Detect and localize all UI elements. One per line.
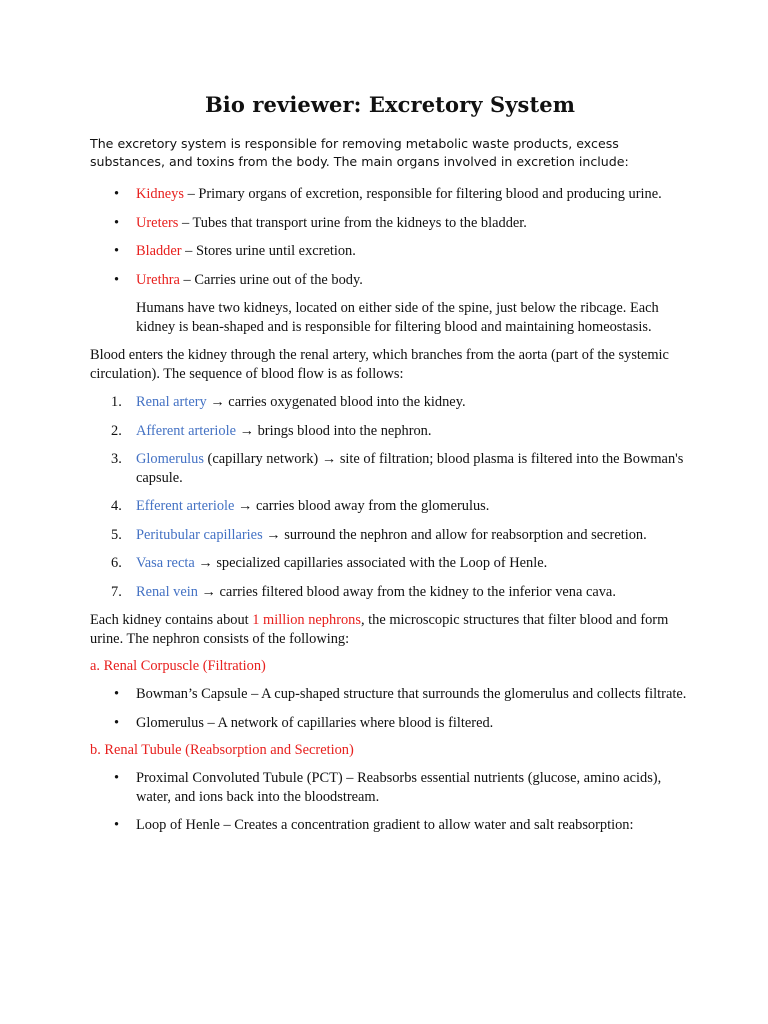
organ-name: Urethra xyxy=(136,271,180,288)
vessel-name: Vasa recta xyxy=(136,555,195,571)
list-item: • Glomerulus – A network of capillaries where blood is filtered. xyxy=(90,714,690,733)
list-item xyxy=(90,497,690,516)
list-item xyxy=(90,583,690,602)
document-page xyxy=(90,92,690,845)
page-title: Bio reviewer: Excretory System xyxy=(204,92,576,117)
list-item xyxy=(90,526,690,545)
list-item xyxy=(90,185,690,204)
section-b-list xyxy=(90,769,690,835)
organ-desc: – Stores urine until excretion. xyxy=(181,243,356,259)
section-a-list xyxy=(90,685,690,732)
vessel-desc: → specialized capillaries associated with the Loop of Henle. xyxy=(194,555,548,571)
item-number: 1. xyxy=(111,394,122,410)
list-item xyxy=(90,214,690,233)
vessel-name: Glomerulus xyxy=(136,451,204,467)
organ-desc: – Primary organs of excretion, responsible for filtering blood and producing urine. xyxy=(183,186,662,202)
vessel-desc: → carries filtered blood away from the kidney to the inferior vena cava. xyxy=(197,583,616,600)
organ-desc: – Tubes that transport urine from the kidneys to the bladder. xyxy=(178,214,527,231)
organ-name: Bladder xyxy=(136,243,182,259)
vessel-name: Renal vein xyxy=(136,583,198,600)
list-item xyxy=(90,422,690,441)
nephron-post: , the microscopic structures that filter blood and form urine. The nephron consists of the following: xyxy=(90,612,669,647)
nephron-paragraph xyxy=(90,611,690,648)
section-b-heading: b. Renal Tubule (Reabsorption and Secretion) xyxy=(90,742,354,758)
list-item xyxy=(90,271,690,290)
item-number: 3. xyxy=(111,451,122,467)
vessel-desc: → brings blood into the nephron. xyxy=(236,422,432,439)
item-number: 4. xyxy=(111,498,122,514)
intro-paragraph xyxy=(90,135,690,171)
vessel-desc: → carries blood away from the glomerulus. xyxy=(234,498,490,514)
list-item xyxy=(90,554,690,573)
intro-post: is responsible for removing metabolic waste products, excess substances, and toxins from the body. The main organs involved in excretion include: xyxy=(90,136,629,169)
list-item xyxy=(90,450,690,487)
item-number: 6. xyxy=(111,555,122,571)
intro-term: excretory system xyxy=(117,136,227,151)
organs-list xyxy=(90,185,690,289)
nephron-highlight: 1 million nephrons xyxy=(252,612,361,628)
intro-pre: The xyxy=(90,136,118,151)
vessel-desc: → carries oxygenated blood into the kidney. xyxy=(206,394,466,410)
vessel-name: Efferent arteriole xyxy=(136,498,235,514)
nephron-pre: Each kidney contains about xyxy=(90,612,253,628)
vessel-name: Peritubular capillaries xyxy=(136,526,263,543)
list-item: • Proximal Convoluted Tubule (PCT) – Reabsorbs essential nutrients (glucose, amino acids), water, and ions back into the bloodstream. xyxy=(90,769,690,806)
list-item: • Bowman’s Capsule – A cup-shaped structure that surrounds the glomerulus and collects filtrate. xyxy=(90,685,690,704)
list-item xyxy=(90,393,690,412)
vessel-desc: → surround the nephron and allow for reabsorption and secretion. xyxy=(262,526,647,543)
item-number: 2. xyxy=(111,422,122,439)
kidneys-paragraph: Humans have two kidneys, located on either side of the spine, just below the ribcage. Each kidney is bean-shaped and is responsible for filtering blood and maintaining homeostasis. xyxy=(136,300,659,335)
vessel-name: Renal artery xyxy=(136,394,207,410)
section-a-heading: a. Renal Corpuscle (Filtration) xyxy=(90,658,266,674)
organ-name: Ureters xyxy=(136,214,179,231)
list-item: • Loop of Henle – Creates a concentration gradient to allow water and salt reabsorption: xyxy=(90,816,690,835)
vessel-desc: (capillary network) → site of filtration; blood plasma is filtered into the Bowman's capsule. xyxy=(136,451,684,486)
list-item xyxy=(90,242,690,261)
vessel-name: Afferent arteriole xyxy=(136,422,237,439)
organ-name: Kidneys xyxy=(136,186,184,202)
item-number: 7. xyxy=(111,583,122,600)
blood-flow-list xyxy=(90,393,690,601)
item-number: 5. xyxy=(111,526,122,543)
blood-flow-paragraph: Blood enters the kidney through the renal artery, which branches from the aorta (part of the systemic circulation). The sequence of blood flow is as follows: xyxy=(90,347,669,382)
organ-desc: – Carries urine out of the body. xyxy=(179,271,363,288)
